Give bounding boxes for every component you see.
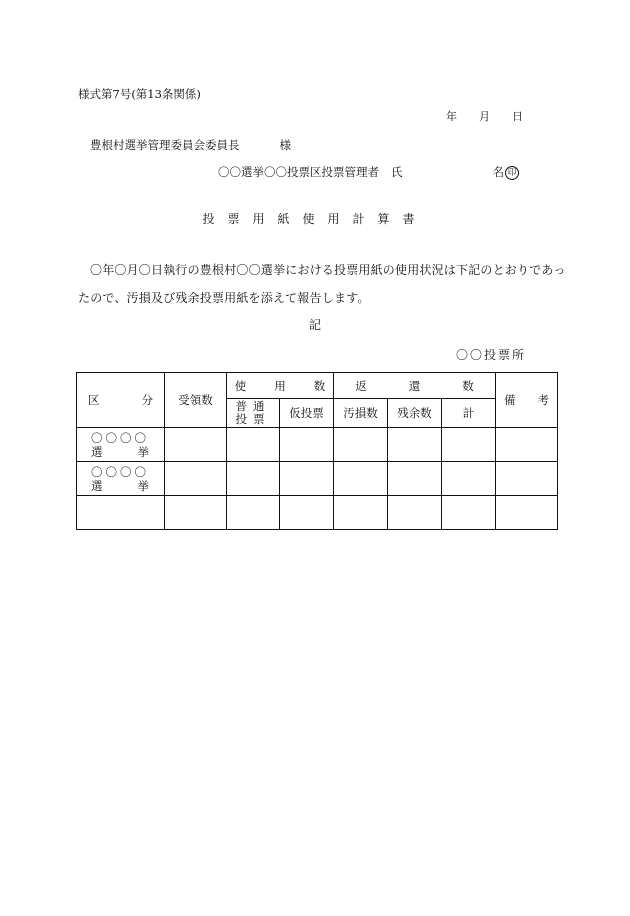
table-row — [77, 428, 558, 462]
date-month-label: 月 — [479, 110, 490, 123]
cell-total — [442, 462, 496, 496]
header-spoiled: 汚損数 — [334, 399, 388, 428]
row-label-election-1: 〇〇〇〇 選 挙 — [77, 428, 165, 462]
cell-provisional — [280, 462, 334, 496]
table-row — [77, 462, 558, 496]
sender-shi: 氏 — [391, 165, 403, 179]
cell-spoiled — [334, 428, 388, 462]
cell-spoiled — [334, 496, 388, 530]
document-title: 投票用紙使用計算書 — [202, 212, 428, 226]
date-day-label: 日 — [512, 110, 523, 123]
cell-ordinary — [227, 496, 280, 530]
sender-role: 〇〇選挙〇〇投票区投票管理者 — [218, 165, 379, 179]
cell-total — [442, 428, 496, 462]
header-received: 受領数 — [165, 373, 227, 428]
cell-remaining — [388, 496, 442, 530]
row-label-election-2: 〇〇〇〇 選 挙 — [77, 462, 165, 496]
cell-remarks — [496, 462, 558, 496]
cell-received — [165, 462, 227, 496]
sender-line — [218, 164, 519, 180]
date-line — [0, 108, 523, 124]
seal-mark: 印 — [505, 166, 519, 180]
cell-total — [442, 496, 496, 530]
body-text-line-1: 〇年〇月〇日執行の豊根村〇〇選挙における投票用紙の使用状況は下記のとおりであっ — [90, 263, 566, 277]
cell-ordinary — [227, 428, 280, 462]
addressee-honorific: 様 — [279, 138, 291, 152]
cell-remarks — [496, 496, 558, 530]
cell-provisional — [280, 428, 334, 462]
cell-remaining — [388, 462, 442, 496]
header-returned: 返 還 数 — [334, 373, 496, 399]
sender-mei: 名 — [492, 165, 504, 179]
cell-remarks — [496, 428, 558, 462]
addressee-name: 豊根村選挙管理委員会委員長 — [90, 138, 240, 152]
cell-provisional — [280, 496, 334, 530]
cell-received — [165, 496, 227, 530]
header-used: 使 用 数 — [227, 373, 334, 399]
form-number: 様式第7号(第13条関係) — [78, 87, 201, 101]
date-year-label: 年 — [446, 110, 457, 123]
cell-remaining — [388, 428, 442, 462]
header-provisional-vote: 仮投票 — [280, 399, 334, 428]
header-total: 計 — [442, 399, 496, 428]
body-text-line-2: たので、汚損及び残余投票用紙を添えて報告します。 — [78, 291, 370, 305]
row-label-empty — [77, 496, 165, 530]
polling-station: 〇〇投票所 — [455, 348, 526, 362]
header-ordinary-vote: 普通 投票 — [227, 399, 280, 428]
cell-received — [165, 428, 227, 462]
ki-heading: 記 — [308, 318, 321, 332]
ballot-usage-table — [76, 372, 558, 530]
cell-spoiled — [334, 462, 388, 496]
addressee-line — [90, 137, 291, 153]
cell-ordinary — [227, 462, 280, 496]
table-row — [77, 496, 558, 530]
header-remaining: 残余数 — [388, 399, 442, 428]
header-remarks: 備 考 — [496, 373, 558, 428]
header-kubun: 区 分 — [77, 373, 165, 428]
